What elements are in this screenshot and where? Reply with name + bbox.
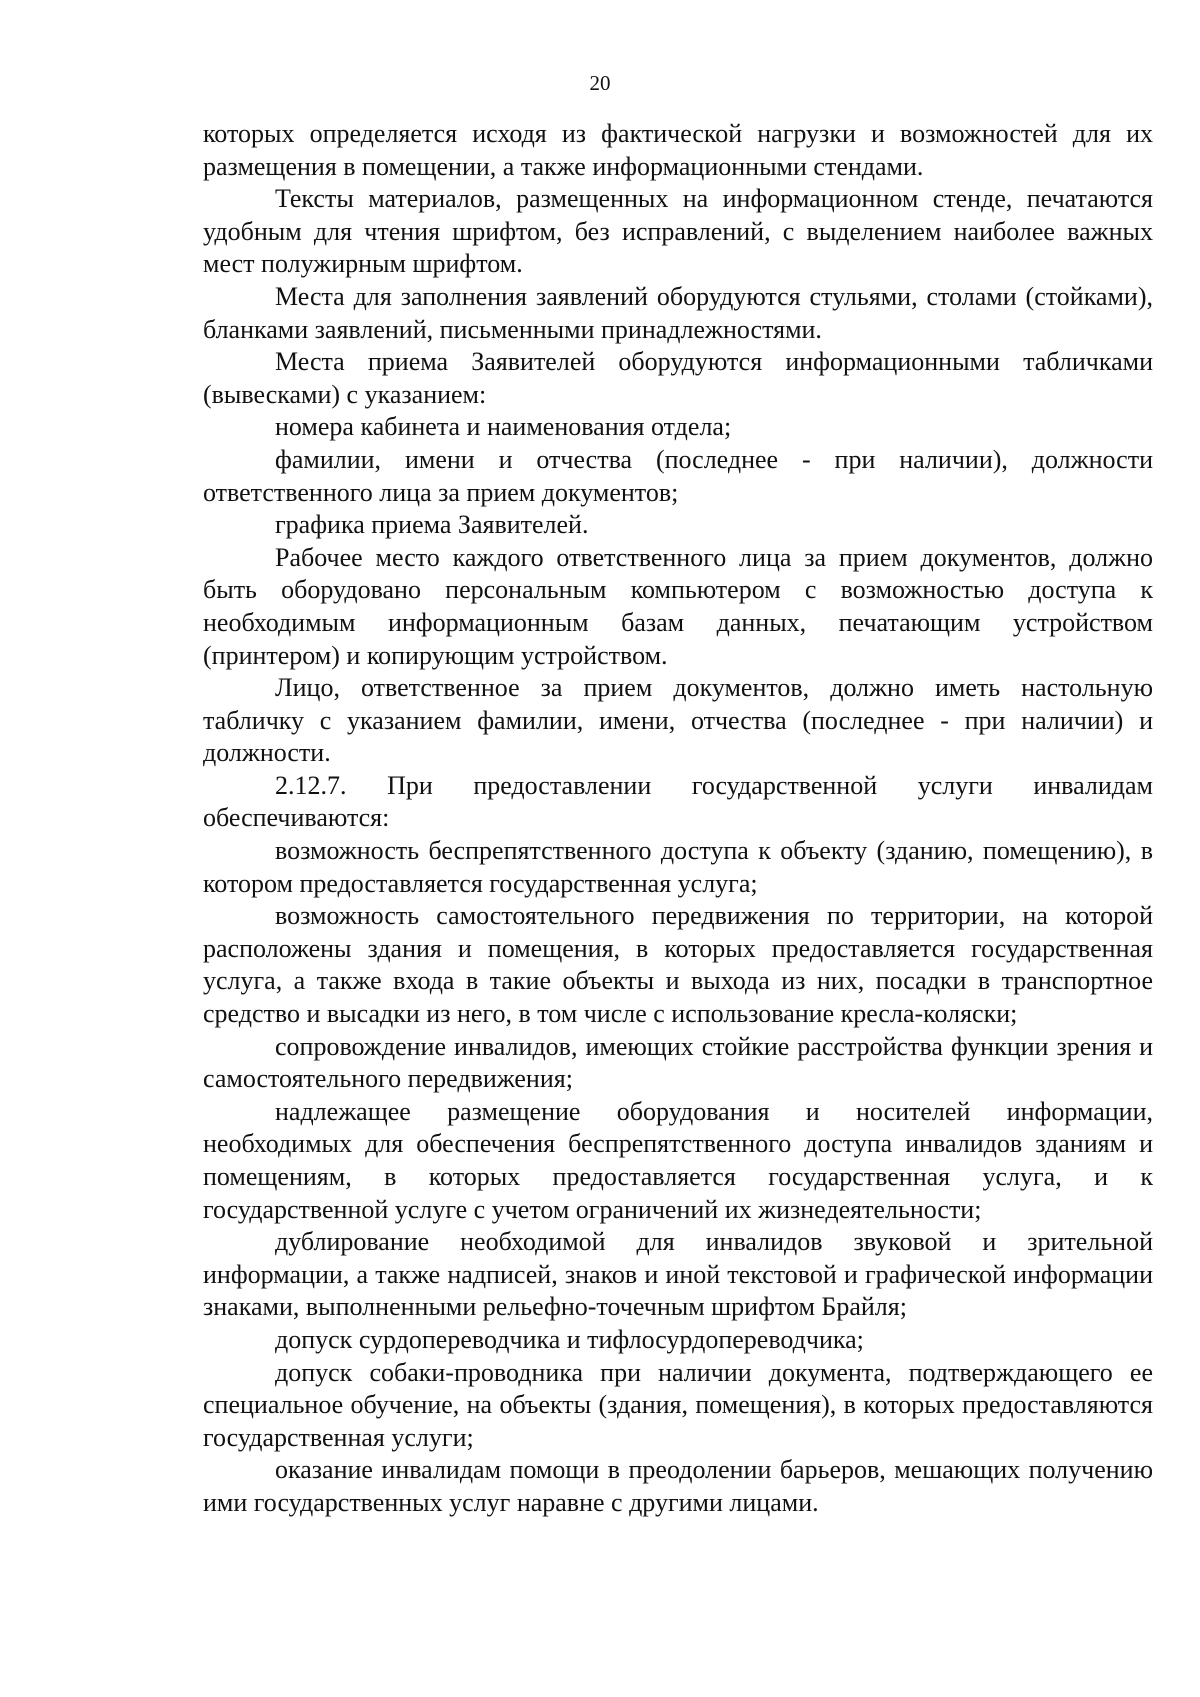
paragraph: фамилии, имени и отчества (последнее - при наличии), должности ответственного лица за прием документов; — [203, 444, 1153, 507]
paragraph: возможность беспрепятственного доступа к объекту (зданию, помещению), в котором предоставляется государственная услуга; — [203, 836, 1153, 898]
paragraph: которых определяется исходя из фактической нагрузки и возможностей для их размещения в помещении, а также информационными стендами. — [203, 119, 1153, 181]
paragraph: Места для заполнения заявлений оборудуются стульями, столами (стойками), бланками заявлений, письменными принадлежностями. — [203, 281, 1153, 344]
paragraph: оказание инвалидам помощи в преодолении барьеров, мешающих получению ими государственных услуг наравне с другими лицами. — [203, 1455, 1153, 1517]
paragraph: Тексты материалов, размещенных на информационном стенде, печатаются удобным для чтения шрифтом, без исправлений, с выделением наиболее важных мест полужирным шрифтом. — [203, 184, 1153, 279]
paragraph: Места приема Заявителей оборудуются информационными табличками (вывесками) с указанием: — [203, 347, 1153, 409]
paragraph: Лицо, ответственное за прием документов, должно иметь настольную табличку с указанием фамилии, имени, отчества (последнее - при наличии) и должности. — [203, 673, 1153, 768]
page-number: 20 — [589, 71, 611, 95]
paragraph: возможность самостоятельного передвижения по территории, на которой расположены здания и помещения, в которых предоставляется государственная услуга, а также входа в такие объекты и выхода из них, посадки в транспортное средство и высадки из него, в том числе с использование кресла-коляски; — [203, 901, 1153, 1029]
section-paragraph: 2.12.7. При предоставлении государственной услуги инвалидам обеспечиваются: — [203, 770, 1153, 833]
paragraph: допуск сурдопереводчика и тифлосурдопереводчика; — [275, 1324, 864, 1354]
paragraph: сопровождение инвалидов, имеющих стойкие расстройства функции зрения и самостоятельного передвижения; — [203, 1031, 1153, 1094]
paragraph: номера кабинета и наименования отдела; — [275, 412, 732, 442]
paragraph: допуск собаки-проводника при наличии документа, подтверждающего ее специальное обучение, на объекты (здания, помещения), в которых предоставляются государственная услуги; — [203, 1357, 1153, 1452]
paragraph: графика приема Заявителей. — [275, 510, 589, 540]
document-body — [203, 118, 1153, 1520]
paragraph: надлежащее размещение оборудования и носителей информации, необходимых для обеспечения беспрепятственного доступа инвалидов зданиям и помещениям, в которых предоставляется государственная услуга, и к государственной услуге с учетом ограничений их жизнедеятельности; — [203, 1096, 1153, 1224]
paragraph: дублирование необходимой для инвалидов звуковой и зрительной информации, а также надписей, знаков и иной текстовой и графической информации знаками, выполненными рельефно-точечным шрифтом Брайля; — [203, 1227, 1153, 1322]
paragraph: Рабочее место каждого ответственного лица за прием документов, должно быть оборудовано персональным компьютером с возможностью доступа к необходимым информационным базам данных, печатающим устройством (принтером) и копирующим устройством. — [203, 542, 1153, 670]
